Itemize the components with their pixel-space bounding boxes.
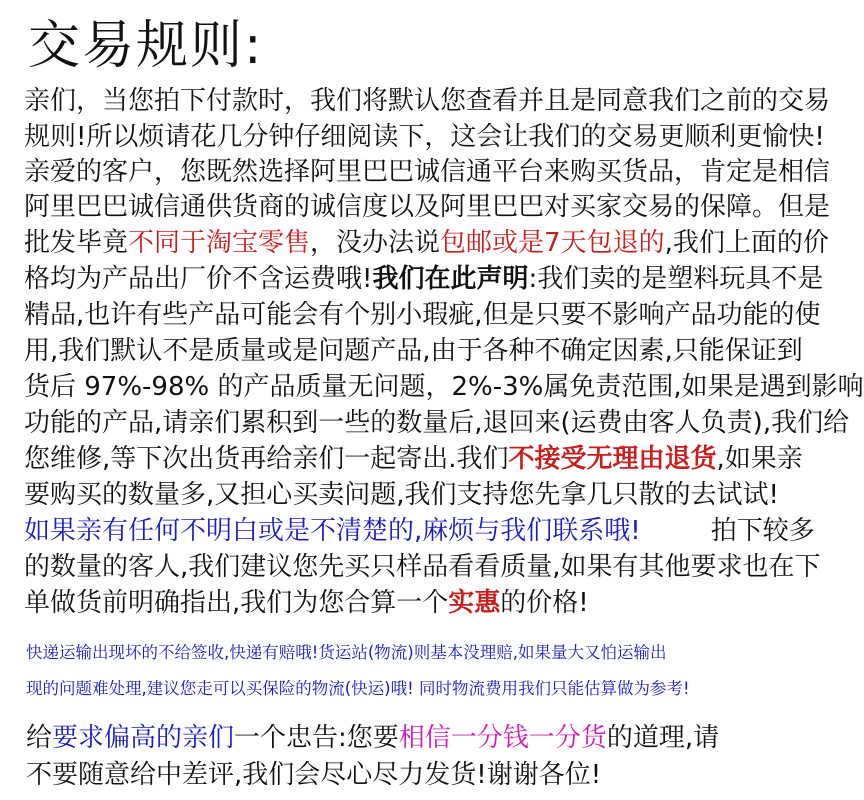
shipping-notice-line-2: 现的问题难处理,建议您走可以买保险的物流(快运)哦! 同时物流费用我们只能估算做为参考! xyxy=(26,679,690,698)
rules-line-13 xyxy=(24,514,815,548)
rules-text: 的道理,请 xyxy=(606,723,720,753)
rules-line-19: 不要随意给中差评,我们会尽心尽力发货!谢谢各位! xyxy=(26,760,602,790)
rules-text: ，没办法说 xyxy=(310,228,441,258)
highlight-you-get-what-you-pay: 相信一分钱一分货 xyxy=(398,723,607,753)
rules-line-7: 精品,也许有些产品可能会有个别小瑕疵,但是只要不影响产品功能的使 xyxy=(24,300,821,330)
rules-line-5 xyxy=(24,226,829,260)
rules-line-11 xyxy=(24,442,803,476)
rules-line-1: 亲们，当您拍下付款时，我们将默认您查看并且是同意我们之前的交易 xyxy=(24,86,831,116)
rules-line-15 xyxy=(24,586,589,620)
rules-text: 给 xyxy=(26,723,53,753)
rules-text: 拍下较多 xyxy=(710,516,815,546)
highlight-no-return: 不接受无理由退货 xyxy=(508,444,717,474)
rules-text: :我们卖的是塑料玩具不是 xyxy=(528,264,824,294)
rules-line-10: 功能的产品,请亲们累积到一些的数量后,退回来(运费由客人负责),我们给 xyxy=(24,408,850,438)
rules-text: 的价格! xyxy=(500,588,589,618)
rules-line-8: 用,我们默认不是质量或是问题产品,由于各种不确定因素,只能保证到 xyxy=(24,336,803,366)
highlight-contact-us: 如果亲有任何不明白或是不清楚的,麻烦与我们联系哦! xyxy=(24,516,641,546)
highlight-demanding-buyers: 要求偏高的亲们 xyxy=(52,723,235,753)
rules-text: ,我们上面的价 xyxy=(664,228,829,258)
rules-text: 您维修,等下次出货再给亲们一起寄出.我们 xyxy=(24,444,509,474)
shipping-notice-line-1: 快递运输出现坏的不给签收,快递有赔哦!货运站(物流)则基本没理赔,如果量大又怕运输出 xyxy=(26,643,667,662)
rules-line-18 xyxy=(26,720,719,756)
rules-text: 一个忠告:您要 xyxy=(234,723,399,753)
rules-line-12: 要购买的数量多,又担心买卖问题,我们支持您先拿几只散的去试试! xyxy=(24,480,779,510)
rules-text: 格均为产品出厂价不含运费哦! xyxy=(24,264,373,294)
rules-text: 单做货前明确指出,我们为您合算一个 xyxy=(24,588,449,618)
highlight-good-price: 实惠 xyxy=(448,588,501,618)
highlight-not-taobao: 不同于淘宝零售 xyxy=(128,228,311,258)
rules-line-2: 规则!所以烦请花几分钟仔细阅读下，这会让我们的交易更顺利更愉快! xyxy=(24,122,825,152)
rules-text: 批发毕竟 xyxy=(24,228,129,258)
page-title: 交易规则: xyxy=(28,16,264,76)
rules-line-4: 阿里巴巴诚信通供货商的诚信度以及阿里巴巴对买家交易的保障。但是 xyxy=(24,192,831,222)
rules-line-9: 货后 97%-98% 的产品质量无问题，2%-3%属免责范围,如果是遇到影响 xyxy=(24,372,864,402)
rules-line-6 xyxy=(24,262,823,296)
highlight-free-shipping: 包邮或是7天包退的 xyxy=(440,228,665,258)
rules-text: ,如果亲 xyxy=(716,444,803,474)
rules-line-14: 的数量的客人,我们建议您先买只样品看看质量,如果有其他要求也在下 xyxy=(24,552,821,582)
highlight-declaration: 我们在此声明 xyxy=(372,264,529,294)
rules-line-3: 亲爱的客户，您既然选择阿里巴巴诚信通平台来购买货品，肯定是相信 xyxy=(24,157,831,187)
